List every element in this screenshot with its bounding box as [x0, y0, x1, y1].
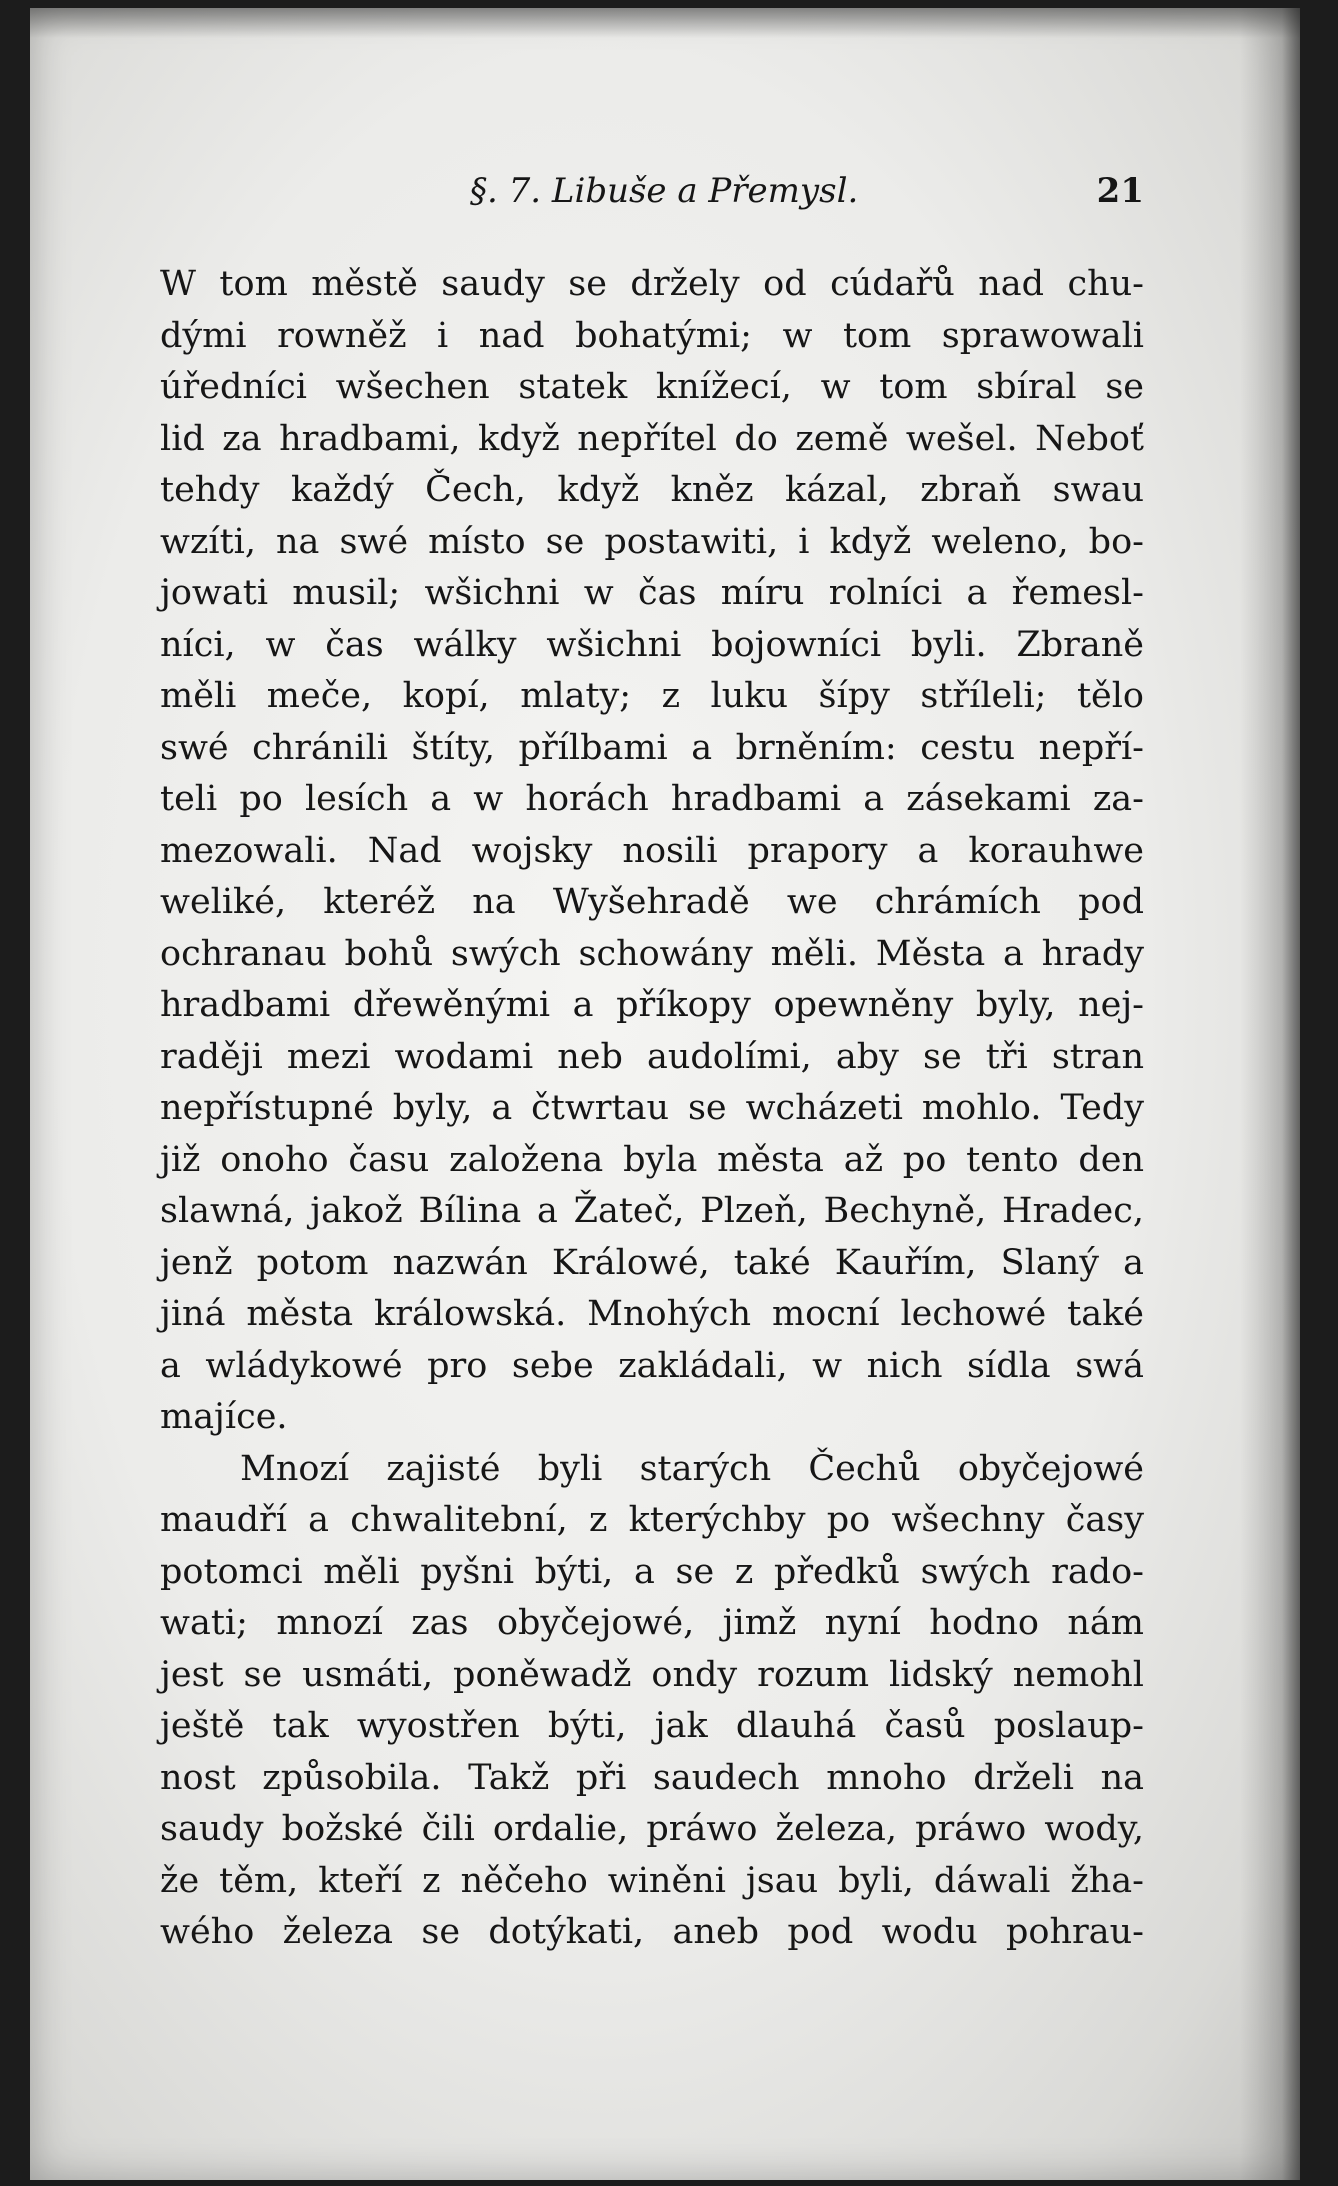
text-line: majíce. [160, 1397, 288, 1437]
text-line: ochranau bohů swých schowány měli. Města a hrady [160, 933, 1144, 974]
text-line: potomci měli pyšni býti, a se z předků swých rado- [160, 1551, 1144, 1592]
text-line: saudy božské čili ordalie, práwo železa, práwo wody, [160, 1809, 1144, 1849]
text-line: mezowali. Nad wojsky nosili prapory a korauhwe [160, 830, 1144, 871]
text-line: jowati musil; wšichni w čas míru rolníci a řemesl- [160, 573, 1144, 613]
section-heading: §. 7. Libuše a Přemysl. [470, 171, 859, 211]
text-line: slawná, jakož Bílina a Žateč, Plzeň, Bechyně, Hradec, [160, 1191, 1144, 1231]
text-line: maudří a chwalitební, z kterýchby po wšechny časy [160, 1500, 1144, 1540]
text-line: teli po lesích a w horách hradbami a zásekami za- [160, 779, 1144, 819]
text-line: raději mezi wodami neb audolími, aby se tři stran [160, 1036, 1144, 1077]
text-block [160, 165, 1144, 1959]
paragraph-1 [160, 259, 1144, 1444]
text-line: hradbami dřewěnými a příkopy opewněny byly, nej- [160, 985, 1144, 1025]
text-line: úředníci wšechen statek knížecí, w tom sbíral se [160, 367, 1144, 407]
page-number: 21 [1096, 171, 1144, 211]
text-line: jenž potom nazwán Králowé, také Kauřím, Slaný a [160, 1242, 1144, 1283]
top-shadow [30, 8, 1300, 38]
right-edge-shadow [1240, 8, 1300, 2180]
text-line: W tom městě saudy se držely od cúdařů nad chu- [160, 264, 1144, 304]
text-line: měli meče, kopí, mlaty; z luku šípy stříleli; tělo [160, 676, 1144, 716]
text-line: tehdy každý Čech, když kněz kázal, zbraň swau [160, 470, 1144, 510]
body-text [160, 259, 1144, 1959]
text-line: že těm, kteří z něčeho winěni jsau byli, dáwali žha- [160, 1860, 1144, 1901]
text-line: wého železa se dotýkati, aneb pod wodu pohrau- [160, 1912, 1144, 1952]
text-line: swé chránili štíty, přílbami a brněním: cestu nepří- [160, 727, 1144, 768]
running-head [160, 165, 1144, 225]
text-line: dými rowněž i nad bohatými; w tom sprawowali [160, 315, 1144, 356]
text-line: nepřístupné byly, a čtwrtau se wcházeti mohlo. Tedy [160, 1088, 1144, 1128]
text-line: ještě tak wyostřen býti, jak dlauhá časů poslaup- [160, 1706, 1144, 1746]
text-line: weliké, kteréž na Wyšehradě we chrámích pod [160, 882, 1144, 922]
text-line: níci, w čas wálky wšichni bojowníci byli. Zbraně [160, 624, 1144, 665]
text-line: lid za hradbami, když nepřítel do země wešel. Neboť [160, 418, 1144, 459]
text-line: wati; mnozí zas obyčejowé, jimž nyní hodno nám [160, 1603, 1144, 1643]
text-line: již onoho času založena byla města až po tento den [160, 1139, 1144, 1180]
paragraph-2 [160, 1444, 1144, 1959]
text-line: Mnozí zajisté byli starých Čechů obyčejowé [240, 1448, 1144, 1489]
text-line: a wládykowé pro sebe zakládali, w nich sídla swá [160, 1345, 1144, 1386]
text-line: jest se usmáti, poněwadž ondy rozum lidský nemohl [160, 1654, 1144, 1695]
text-line: wzíti, na swé místo se postawiti, i když weleno, bo- [160, 521, 1144, 562]
text-line: jiná města králowská. Mnohých mocní lechowé také [160, 1294, 1144, 1334]
text-line: nost způsobila. Takž při saudech mnoho drželi na [160, 1757, 1144, 1798]
